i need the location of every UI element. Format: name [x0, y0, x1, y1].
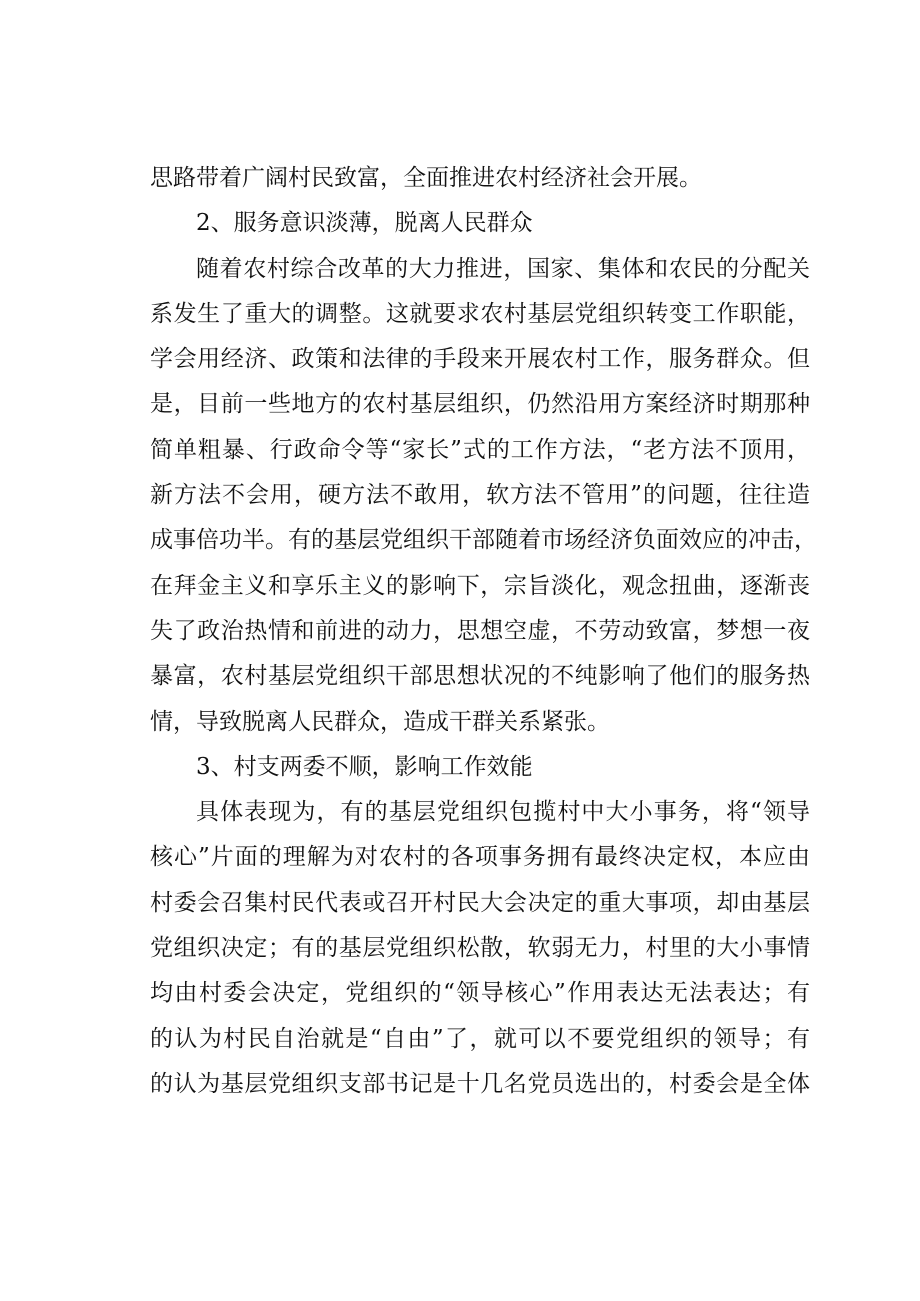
section-heading: 2、服务意识淡薄，脱离人民群众 [196, 210, 533, 237]
text-line: 新方法不会用，硬方法不敢用，软方法不管用”的问题，往往造 [150, 482, 810, 509]
text-line: 具体表现为，有的基层党组织包揽村中大小事务，将“领导 [196, 799, 810, 826]
document-body [150, 156, 817, 1107]
text-line: 村委会召集村民代表或召开村民大会决定的重大事项，却由基层 [150, 889, 810, 916]
text-line: 情，导致脱离人民群众，造成干群关系紧张。 [150, 708, 610, 735]
text-line: 均由村委会决定，党组织的“领导核心”作用表达无法表达；有 [150, 980, 810, 1007]
text-line: 在拜金主义和享乐主义的影响下，宗旨淡化，观念扭曲，逐渐丧 [150, 572, 810, 599]
text-line: 核心”片面的理解为对农村的各项事务拥有最终决定权，本应由 [150, 844, 810, 871]
text-line: 的认为基层党组织支部书记是十几名党员选出的，村委会是全体 [150, 1070, 810, 1097]
text-line: 思路带着广阔村民致富，全面推进农村经济社会开展。 [150, 165, 702, 191]
text-line: 学会用经济、政策和法律的手段来开展农村工作，服务群众。但 [150, 346, 810, 373]
text-line: 随着农村综合改革的大力推进，国家、集体和农民的分配关 [196, 255, 810, 282]
text-line: 简单粗暴、行政命令等“家长”式的工作方法，“老方法不顶用， [150, 436, 810, 463]
text-line: 系发生了重大的调整。这就要求农村基层党组织转变工作职能， [150, 300, 810, 327]
text-line: 成事倍功半。有的基层党组织干部随着市场经济负面效应的冲击， [150, 527, 817, 554]
text-line: 是，目前一些地方的农村基层组织，仍然沿用方案经济时期那种 [150, 391, 810, 418]
text-line: 的认为村民自治就是“自由”了，就可以不要党组织的领导；有 [150, 1025, 810, 1052]
text-line: 失了政治热情和前进的动力，思想空虚，不劳动致富，梦想一夜 [150, 617, 810, 644]
text-line: 暴富，农村基层党组织干部思想状况的不纯影响了他们的服务热 [150, 663, 810, 690]
text-line: 党组织决定；有的基层党组织松散，软弱无力，村里的大小事情 [150, 935, 810, 962]
section-heading: 3、村支两委不顺，影响工作效能 [196, 753, 533, 780]
